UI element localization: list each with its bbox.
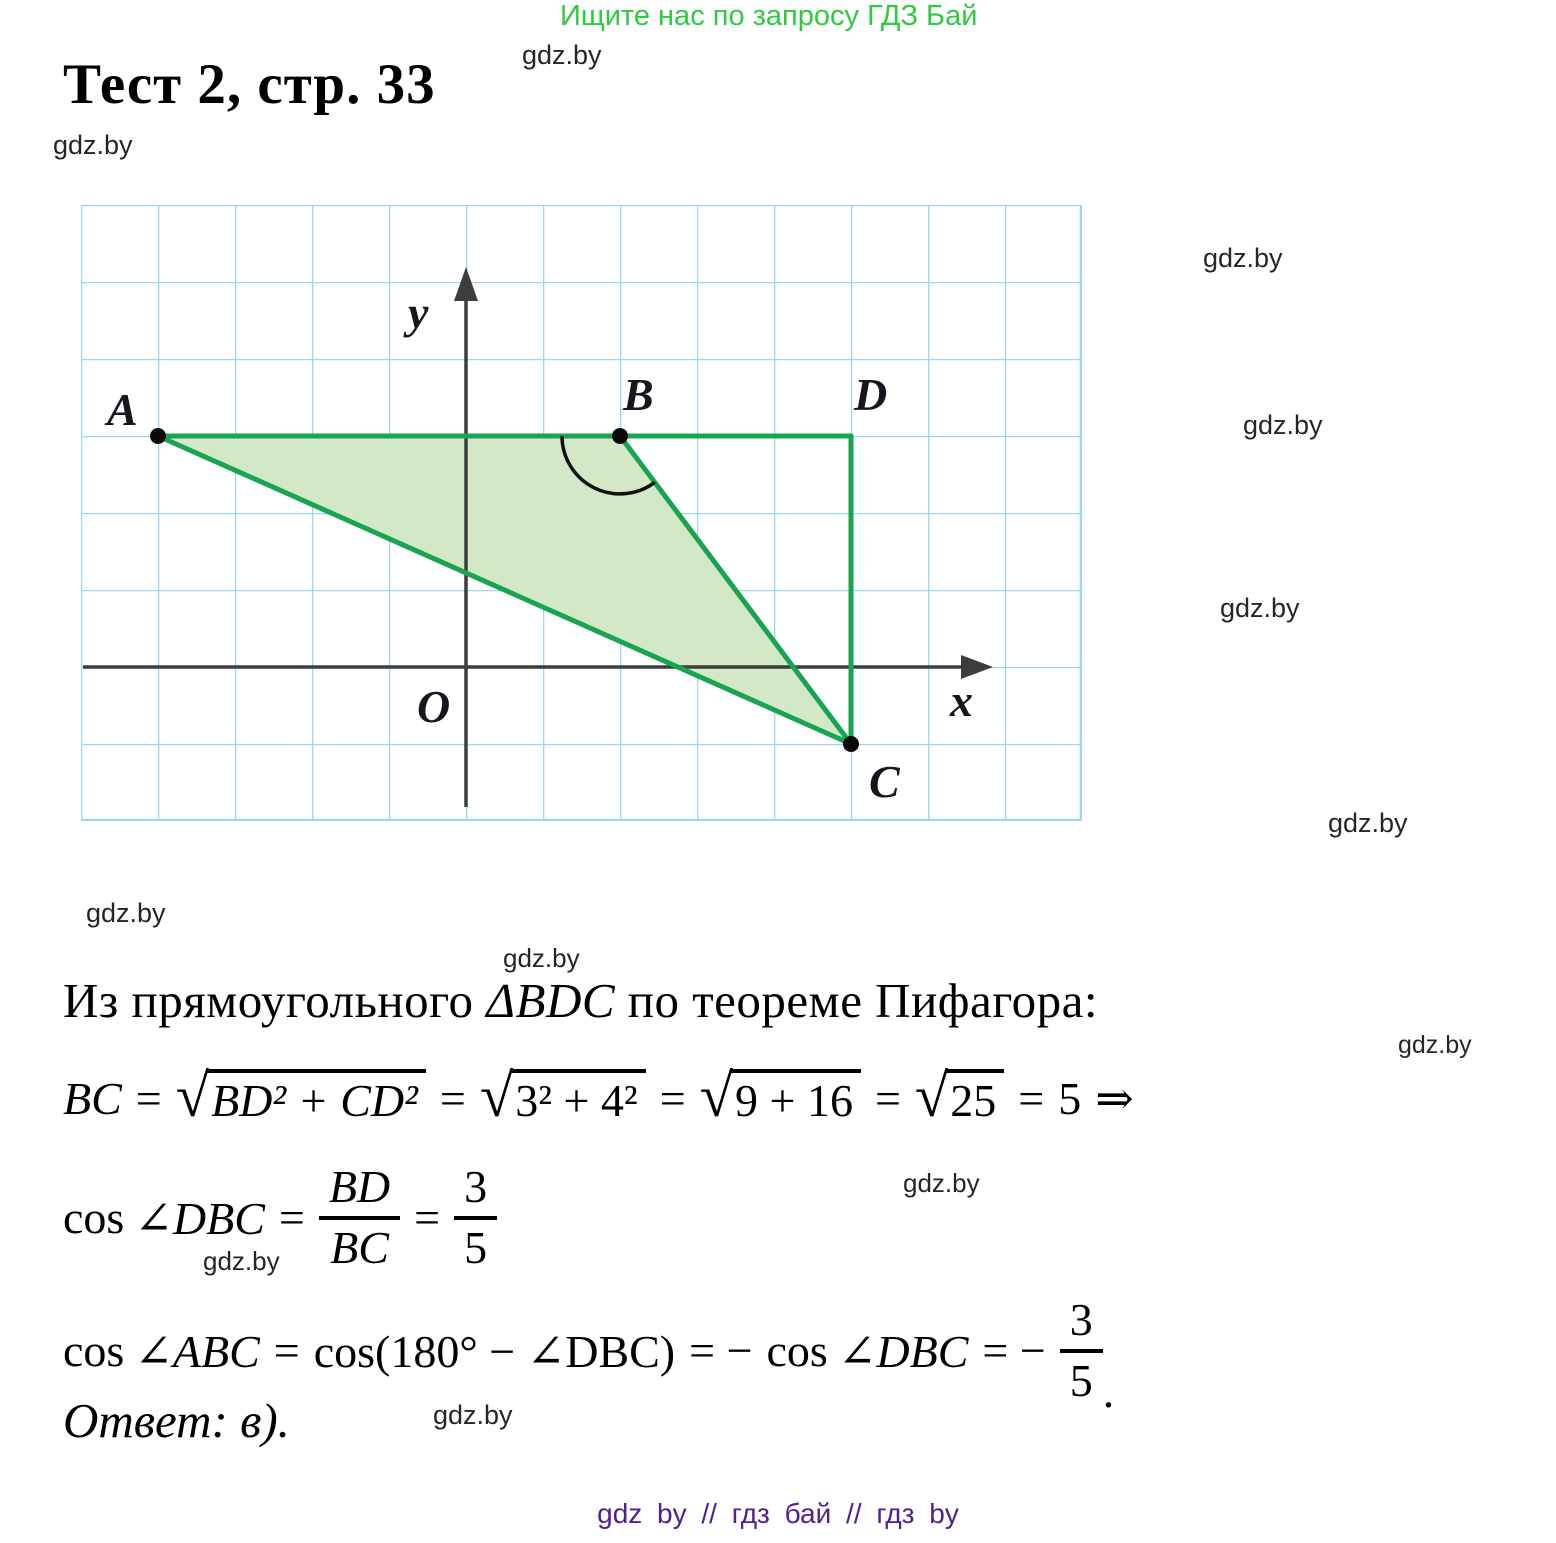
promo-banner: Ищите нас по запросу ГДЗ Бай — [560, 0, 978, 32]
radical-25: √ 25 — [915, 1069, 1004, 1127]
point-dot-b — [612, 428, 628, 444]
coordinate-plane-figure — [81, 205, 1082, 821]
watermark: gdz.by — [1243, 410, 1323, 440]
answer-line: Ответ: в). — [63, 1393, 290, 1448]
point-label-a: A — [107, 384, 138, 435]
watermark: gdz.by — [1203, 243, 1283, 273]
watermark: gdz.by — [86, 898, 166, 928]
bc-result: 5 — [1058, 1072, 1082, 1124]
cos-180-expr: cos(180° − ∠DBC) — [313, 1325, 676, 1377]
cos-func: cos — [63, 1325, 125, 1376]
radical-9-16: √ 9 + 16 — [700, 1069, 861, 1127]
footer-links: gdz by // гдз бай // гдз by — [597, 1498, 959, 1529]
equals: = — [278, 1192, 305, 1243]
radical-sign: √ — [479, 1063, 514, 1130]
watermark: gdz.by — [522, 40, 602, 70]
fraction-bd-bc: $\frac{BD}{BC}$ — [319, 1161, 400, 1275]
formula-bc — [63, 1050, 1148, 1146]
watermark: gdz.by — [903, 1168, 980, 1198]
angle-abc: ∠ABC — [134, 1325, 260, 1377]
radical-bd2-cd2: √ BD² + CD² — [176, 1069, 426, 1127]
cos-func: cos — [766, 1325, 828, 1376]
origin-label: O — [417, 681, 451, 732]
watermark: gdz.by — [1398, 1031, 1472, 1059]
statement-pre: Из прямоугольного — [63, 973, 487, 1028]
equals: = — [414, 1192, 441, 1243]
watermark: gdz.by — [53, 130, 133, 160]
equals-minus: = − — [689, 1325, 753, 1376]
triangle-name: ΔBDC — [486, 973, 616, 1028]
y-axis-label: y — [408, 287, 429, 338]
point-label-c: C — [869, 756, 900, 807]
cos-func: cos — [63, 1192, 125, 1243]
point-dot-c — [843, 736, 859, 752]
bc-lhs: BC — [63, 1072, 122, 1124]
formula-cos-dbc — [63, 1140, 497, 1295]
fraction-3-5: $\frac{3}{5}$ — [454, 1161, 497, 1275]
radical-3-4: √ 3² + 4² — [480, 1069, 646, 1127]
equals: = — [135, 1072, 162, 1124]
equals-minus: = − — [982, 1325, 1046, 1376]
statement-post: по теореме Пифагора: — [615, 973, 1099, 1028]
watermark: gdz.by — [1328, 808, 1408, 838]
implies-arrow: ⇒ — [1095, 1073, 1134, 1124]
solution-statement — [63, 972, 1098, 1029]
page-title: Тест 2, стр. 33 — [63, 53, 436, 116]
radical-sign: √ — [699, 1063, 733, 1130]
equals: = — [1018, 1072, 1045, 1124]
radical-sign: √ — [175, 1063, 210, 1130]
angle-dbc: ∠DBC — [134, 1192, 265, 1244]
watermark: gdz.by — [433, 1400, 513, 1430]
period: . — [1102, 1366, 1115, 1417]
equals: = — [659, 1072, 686, 1124]
equals: = — [874, 1072, 901, 1124]
equals: = — [439, 1072, 466, 1124]
point-label-b: B — [623, 369, 654, 420]
angle-dbc: ∠DBC — [837, 1325, 969, 1377]
watermark: gdz.by — [1220, 593, 1300, 623]
point-label-d: D — [854, 369, 888, 420]
watermark: gdz.by — [503, 943, 580, 973]
equals: = — [273, 1325, 300, 1376]
point-dot-a — [150, 428, 166, 444]
watermark: gdz.by — [203, 1246, 280, 1276]
radical-sign: √ — [914, 1063, 949, 1130]
fraction-3-5: $\frac{3}{5}$ — [1060, 1294, 1103, 1408]
x-axis-label: x — [950, 675, 973, 726]
